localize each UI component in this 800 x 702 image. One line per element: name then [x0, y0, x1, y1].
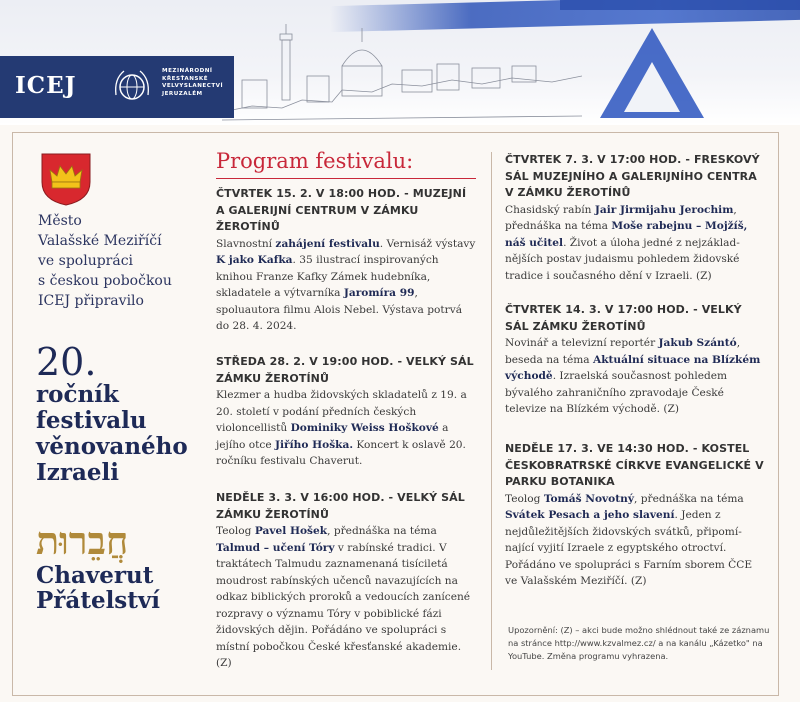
flag-stripe-top	[560, 0, 800, 10]
event-heading: ČTVRTEK 7. 3. V 17:00 HOD. - FRESKOVÝ SÁL MUZEJNÍHO A GALERIJNÍHO CENTRA V ZÁMKU ŽEROTÍNŮ	[505, 153, 760, 199]
event-highlight: Jiřího Hoška.	[275, 438, 354, 451]
globe-wreath-icon	[110, 65, 154, 109]
event-description	[505, 335, 767, 418]
footnote: Upozornění: (Z) – akci bude možno shlédnout také ze záznamu na stránce http://www.kzvalmez.cz/ a na kanálu „Kázetko" na YouTube. Změna programu vyhrazena.	[508, 625, 770, 661]
festival-title: ročník festivalu věnovaného Izraeli	[36, 381, 188, 486]
hebrew-title: חֲבֵרוּת	[36, 518, 129, 563]
event-highlight: Tomáš Novotný	[543, 492, 634, 505]
intro-text: Město Valašské Meziříčí ve spolupráci s českou pobočkou ICEJ připravilo	[38, 213, 172, 309]
event-description	[216, 387, 478, 470]
icej-logo-subtitle: MEZINÁRODNÍ KŘESŤANSKÉ VELVYSLANECTVÍ JERUZALÉM	[162, 68, 224, 97]
edition-number: 20.	[36, 340, 97, 384]
event-text: . Život a úloha jedné z nejzáklad-nějších postav judaismu pohledem židovské tradice i současného dění v Izraeli. (Z)	[505, 236, 740, 282]
event-text: Klezmer a hudba židovských skladatelů z 19. a 20. století v podání předních českých violoncellistů	[216, 389, 467, 434]
event-text: , beseda na téma	[505, 337, 741, 366]
event-text: Koncert k oslavě 20. ročníku festivalu Chaverut.	[216, 438, 466, 467]
event-text: , přednáška na téma	[634, 492, 744, 505]
event-text: Chasidský rabín	[505, 203, 595, 216]
event-text: . Izraelská současnost pohledem bývalého zahraničního zpravodaje České televize na Blízkém východě. (Z)	[505, 370, 728, 415]
event-text: . Jeden z nejdůležitějších židovských svátků, připomí-nající vyjití Izraele z egyptského otroctví. Pořádáno ve spolupráci s Farním sborem ČCE ve Valašském Meziříčí. (Z)	[505, 509, 753, 587]
coat-of-arms-icon	[38, 152, 94, 206]
program-title-rule	[216, 178, 476, 179]
program-title: Program festivalu:	[216, 149, 414, 173]
event-text: a jejího otce	[216, 422, 449, 451]
event-text: Teolog	[216, 525, 255, 537]
event-text: Teolog	[505, 492, 544, 505]
event-text: Slavnostní	[216, 237, 276, 250]
festival-name: Chaverut Přátelství	[36, 562, 160, 614]
event-highlight: Svátek Pesach a jeho slavení	[505, 509, 675, 521]
event-heading: STŘEDA 28. 2. V 19:00 HOD. - VELKÝ SÁL ZÁMKU ŽEROTÍNŮ	[216, 355, 474, 385]
event-heading: NEDĚLE 17. 3. VE 14:30 HOD. - KOSTEL ČESKOBRATRSKÉ CÍRKVE EVANGELICKÉ V PARKU BOTANIKA	[505, 442, 764, 488]
event-text: v rabínské tradici. V traktátech Talmudu zaznamenaná tisíciletá moudrost rabínských učenců navazujících na odkaz biblických proroků a vedoucích zanícené rozpravy o významu Tóry v pobiblické fázi židovských dějin. Pořádáno ve spolupráci s místní pobočkou České křesťanské akademie. (Z)	[216, 541, 471, 669]
event-description	[505, 491, 767, 590]
event-highlight: Dominiky Weiss Hoškové	[290, 422, 439, 434]
event-text: Novinář a televizní reportér	[505, 337, 659, 349]
event-highlight: Jaromíra 99	[343, 287, 415, 299]
event-highlight: Pavel Hošek	[254, 525, 328, 537]
event-highlight: K jako Kafka	[216, 254, 293, 266]
event-heading: ČTVRTEK 15. 2. V 18:00 HOD. - MUZEJNÍ A GALERIJNÍ CENTRUM V ZÁMKU ŽEROTÍNŮ	[216, 187, 467, 233]
event-item	[216, 490, 478, 672]
icej-logo-text[interactable]: ICEJ	[15, 72, 77, 99]
event-highlight: Jakub Szántó	[658, 337, 737, 349]
header-banner	[0, 0, 800, 125]
event-highlight: Aktuální situace na Blízkém východě	[505, 353, 761, 382]
event-highlight: zahájení festivalu	[275, 237, 380, 250]
event-item	[216, 354, 478, 470]
event-item	[505, 152, 767, 284]
event-item	[505, 441, 767, 590]
event-text: , přednáška na téma	[327, 525, 437, 537]
event-highlight: Jair Jirmijahu Jerochim	[594, 203, 734, 216]
event-text: , spoluautora filmu Alois Nebel. Výstava potrvá do 28. 4. 2024.	[216, 287, 463, 332]
event-description	[216, 523, 478, 672]
event-heading: ČTVRTEK 14. 3. V 17:00 HOD. - VELKÝ SÁL ZÁMKU ŽEROTÍNŮ	[505, 303, 742, 333]
column-divider	[491, 152, 492, 670]
event-description	[216, 236, 478, 335]
jerusalem-skyline-icon	[222, 20, 582, 124]
event-item	[505, 302, 767, 418]
event-text: , přednáška na téma	[505, 203, 737, 232]
event-description	[505, 202, 767, 285]
event-highlight: Moše rabejnu – Mojžíš, náš učitel	[505, 220, 748, 249]
event-item	[216, 186, 478, 335]
event-highlight: Talmud – učení Tóry	[216, 541, 335, 554]
event-text: . 35 ilustrací inspirovaných knihou Franze Kafky Zámek hudebníka, skladatele a výtvarníka	[216, 254, 439, 299]
event-heading: NEDĚLE 3. 3. V 16:00 HOD. - VELKÝ SÁL ZÁMKU ŽEROTÍNŮ	[216, 491, 465, 521]
event-text: . Vernisáž výstavy	[379, 237, 476, 250]
